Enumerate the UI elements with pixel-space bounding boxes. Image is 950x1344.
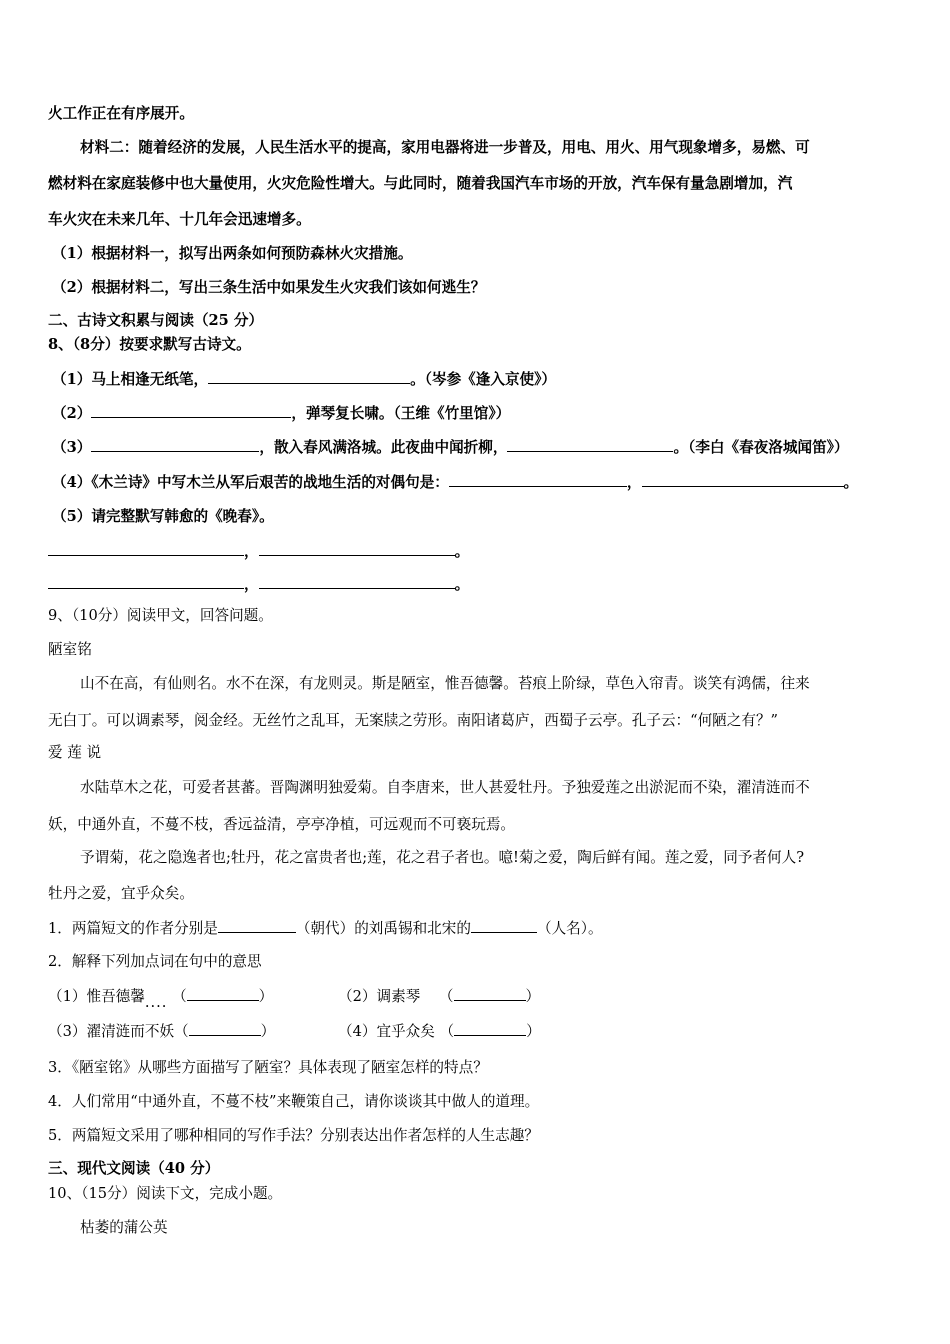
q9-sub2: 2．解释下列加点词在句中的意思 [48, 953, 262, 970]
material2-line1: 材料二：随着经济的发展，人民生活水平的提高，家用电器将进一步普及，用电、用火、用气现象增多，易燃、可 [80, 139, 810, 156]
ailianshuo-p2-line2: 牡丹之爱，宜乎众矣。 [48, 885, 194, 902]
paren-open: （ [172, 988, 187, 1005]
material2-line2: 燃材料在家庭装修中也大量使用，火灾危险性增大。与此同时，随着我国汽车市场的开放，汽车保有量急剧增加，汽 [48, 175, 793, 192]
ailianshuo-p1-line1: 水陆草木之花，可爱者甚蕃。晋陶渊明独爱菊。自李唐来，世人甚爱牡丹。予独爱莲之出淤泥而不染，濯清涟而不 [80, 779, 810, 796]
q8-line2-num: （2） [52, 405, 92, 422]
text-title-ailianshuo: 爱 莲 说 [48, 744, 102, 761]
paren-open: （ [439, 1023, 455, 1040]
answer-comma: ， [244, 543, 259, 560]
ailianshuo-p1-line2: 妖，中通外直，不蔓不枝，香远益清，亭亭净植，可远观而不可亵玩焉。 [48, 816, 516, 833]
q8-line4-text: （4）《木兰诗》中写木兰从军后艰苦的战地生活的对偶句是： [52, 474, 449, 491]
answer-blank[interactable] [507, 437, 673, 452]
q7-sub2: （2）根据材料二，写出三条生活中如果发生火灾我们该如何逃生？ [52, 279, 486, 296]
q8-line3-source: 。（李白《春夜洛城闻笛》） [673, 439, 849, 456]
text-title-loushiming: 陋室铭 [48, 641, 92, 658]
q9-sub1-text: 1．两篇短文的作者分别是 [48, 920, 218, 937]
section2-heading: 二、古诗文积累与阅读（25 分） [48, 312, 264, 329]
emphasis-dots: .... [144, 994, 168, 1011]
q9-word3 [48, 1021, 275, 1042]
answer-blank[interactable] [189, 1021, 261, 1036]
q9-word3-text: （3）濯清涟而不妖 [48, 1023, 175, 1040]
answer-blank[interactable] [259, 541, 455, 556]
q9-sub1 [48, 918, 603, 939]
q8-line1-text: （1）马上相逢无纸笔， [52, 371, 209, 388]
q9-sub4: 4．人们常用“中通外直，不蔓不枝”来鞭策自己，请你谈谈其中做人的道理。 [48, 1093, 540, 1110]
paren-close: ） [258, 988, 274, 1005]
q8-line3-num: （3） [52, 439, 92, 456]
answer-blank[interactable] [218, 918, 296, 933]
answer-blank[interactable] [91, 437, 259, 452]
section3-heading: 三、现代文阅读（40 分） [48, 1160, 220, 1177]
paren-open: （ [438, 988, 454, 1005]
answer-blank[interactable] [208, 369, 410, 384]
q9-word1 [48, 986, 274, 1011]
q9-word2 [338, 986, 540, 1007]
answer-blank[interactable] [642, 472, 844, 487]
loushiming-line2: 无白丁。可以调素琴，阅金经。无丝竹之乱耳，无案牍之劳形。南阳诸葛庐，西蜀子云亭。孔子云：“何陋之有？” [48, 712, 779, 729]
answer-blank[interactable] [454, 1021, 526, 1036]
q9-word1-text: （1）惟吾德馨 [48, 988, 145, 1005]
answer-blank[interactable] [91, 403, 291, 418]
q9-word4 [338, 1021, 541, 1042]
answer-blank[interactable] [48, 541, 244, 556]
q8-line5: （5）请完整默写韩愈的《晚春》。 [52, 508, 274, 525]
q9-stem: 9、（10分）阅读甲文，回答问题。 [48, 607, 273, 624]
q8-answer-row1 [48, 541, 469, 562]
loushiming-line1: 山不在高，有仙则名。水不在深，有龙则灵。斯是陋室，惟吾德馨。苔痕上阶绿，草色入帘青。谈笑有鸿儒，往来 [80, 675, 810, 692]
paren-close: ） [526, 1023, 541, 1040]
q8-line2 [52, 403, 510, 424]
answer-blank[interactable] [259, 574, 455, 589]
q8-line4 [52, 472, 858, 493]
paren-close: ） [525, 988, 541, 1005]
ailianshuo-p2-line1: 予谓菊，花之隐逸者也;牡丹，花之富贵者也;莲，花之君子者也。噫!菊之爱，陶后鲜有闻。莲之爱，同予者何人? [80, 849, 805, 866]
q10-stem: 10、（15分）阅读下文，完成小题。 [48, 1185, 283, 1202]
q8-line1-source: 。（岑参《逢入京使》） [410, 371, 557, 388]
q9-sub5: 5．两篇短文采用了哪种相同的写作手法？分别表达出作者怎样的人生志趣？ [48, 1127, 539, 1144]
q8-line1 [52, 369, 556, 390]
answer-blank[interactable] [48, 574, 244, 589]
material2-line3: 车火灾在未来几年、十几年会迅速增多。 [48, 211, 311, 228]
q8-line4-period: 。 [843, 474, 859, 491]
q10-title: 枯萎的蒲公英 [80, 1219, 168, 1236]
q8-line4-comma: ， [626, 474, 642, 491]
paren-close: ） [260, 1023, 276, 1040]
q9-sub1-end: （人名）。 [536, 920, 603, 937]
q8-answer-row2 [48, 574, 469, 595]
q8-stem: 8、（8分）按要求默写古诗文。 [48, 336, 251, 353]
q8-line2-text: ，弹琴复长啸。（王维《竹里馆》） [291, 405, 511, 422]
material1-tail: 火工作正在有序展开。 [48, 105, 194, 122]
q9-sub1-mid: （朝代）的刘禹锡和北宋的 [295, 920, 471, 937]
q9-sub3: 3．《陋室铭》从哪些方面描写了陋室？具体表现了陋室怎样的特点？ [48, 1059, 488, 1076]
answer-period: 。 [454, 576, 470, 593]
paren-open: （ [174, 1023, 189, 1040]
answer-comma: ， [244, 576, 259, 593]
answer-blank[interactable] [449, 472, 627, 487]
q9-word2-text: （2）调素琴 [338, 988, 421, 1005]
answer-blank[interactable] [471, 918, 537, 933]
q8-line3 [52, 437, 849, 458]
answer-blank[interactable] [187, 986, 259, 1001]
answer-period: 。 [454, 543, 470, 560]
answer-blank[interactable] [454, 986, 526, 1001]
q9-word4-text: （4）宜乎众矣 [338, 1023, 435, 1040]
q8-line3-text: ，散入春风满洛城。此夜曲中闻折柳， [259, 439, 508, 456]
q7-sub1: （1）根据材料一，拟写出两条如何预防森林火灾措施。 [52, 245, 413, 262]
